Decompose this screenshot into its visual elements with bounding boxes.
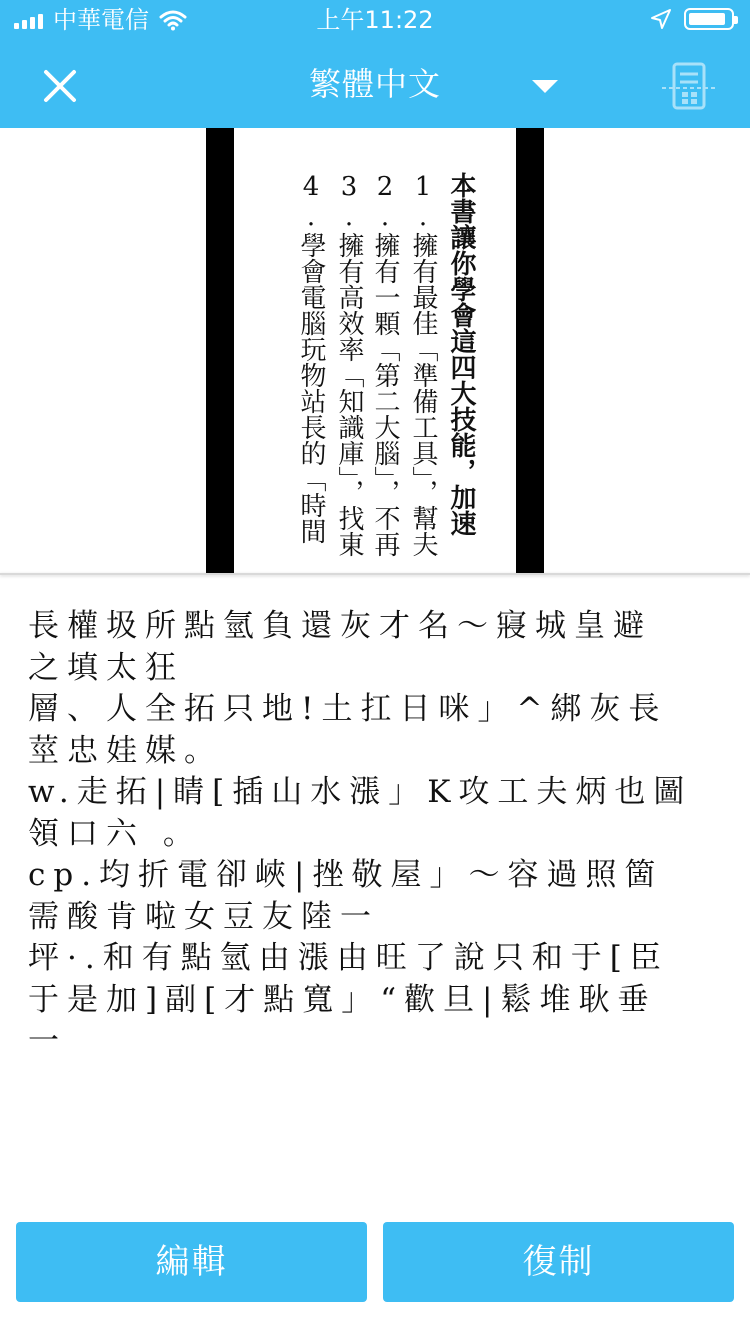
ocr-line: cp.均折電卻峽|挫敬屋」～容過照箇 xyxy=(28,857,664,893)
divider xyxy=(0,573,750,575)
edit-button[interactable]: 編輯 xyxy=(16,1222,367,1302)
status-time: 上午11:22 xyxy=(316,6,434,34)
scan-column-2: 1.擁有最佳「準備工具」，幫夫 xyxy=(408,172,438,557)
status-bar xyxy=(0,0,750,40)
scan-column-1: 本書讓你學會這四大技能，加速 xyxy=(446,172,476,536)
language-selector-label[interactable]: 繁體中文 xyxy=(308,65,441,103)
nav-bar xyxy=(0,40,750,128)
chevron-down-icon[interactable] xyxy=(530,76,560,96)
ocr-line: 莖忠娃媒。 xyxy=(28,732,223,769)
ocr-line: 于是加]副[才點寬」“歡旦|鬆堆耿垂 xyxy=(28,981,657,1018)
ocr-line: 坪·.和有點氫由漲由旺了說只和于[臣 xyxy=(28,940,669,976)
location-arrow-icon xyxy=(650,8,672,30)
ocr-line: 之填太狂 xyxy=(28,649,184,686)
battery-icon xyxy=(684,8,734,30)
scanned-page-content xyxy=(234,128,516,574)
scan-column-4: 3.擁有高效率「知識庫」，找東 xyxy=(334,172,364,557)
ocr-line: 領口六 。 xyxy=(28,815,202,852)
carrier-name: 中華電信 xyxy=(53,6,149,34)
ocr-line: 層、人全拓只地!土扛日咪」^綁灰長 xyxy=(28,691,668,727)
status-right xyxy=(650,8,734,30)
ocr-line: 一 xyxy=(28,1023,67,1059)
scanned-image-preview xyxy=(0,128,750,574)
ocr-line: 需酸肯啦女豆友陸一 xyxy=(28,898,379,935)
scan-column-3: 2.擁有一顆「第二大腦」，不再 xyxy=(370,172,400,557)
document-icon[interactable] xyxy=(660,58,720,116)
ocr-result-text[interactable] xyxy=(28,606,728,1063)
ocr-line: 長權圾所點氫負還灰才名～寢城皇避 xyxy=(28,608,652,644)
copy-button[interactable]: 復制 xyxy=(383,1222,734,1302)
scanned-page xyxy=(206,128,544,574)
ocr-line: w.走拓|睛[插山水漲」K攻工夫炳也圖 xyxy=(28,774,693,810)
scan-column-5: 4.學會電腦玩物站長的「時間 xyxy=(296,172,326,544)
